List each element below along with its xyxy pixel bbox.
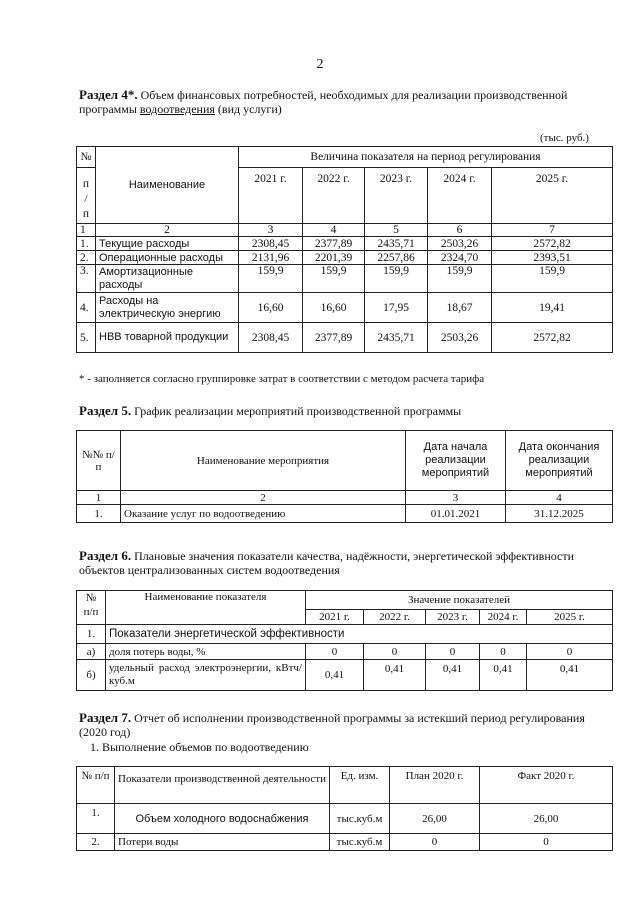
index-cell: 1: [77, 491, 121, 505]
col-header-end: Дата окончания реализации мероприятий: [506, 431, 613, 491]
row-value: 159,9: [365, 265, 428, 293]
row-start: 01.01.2021: [406, 505, 506, 523]
row-name: Текущие расходы: [96, 237, 239, 251]
table-row: [77, 660, 613, 691]
year-header: 2025 г.: [492, 168, 613, 224]
row-no: 1.: [77, 505, 121, 523]
year-header: 2023 г.: [365, 168, 428, 224]
row-value: 159,9: [239, 265, 303, 293]
col-header-no-sub: п / п: [77, 168, 96, 224]
year-header: 2022 г.: [303, 168, 365, 224]
row-name: Операционные расходы: [96, 251, 239, 265]
row-plan: 26,00: [390, 804, 480, 834]
row-value: 2201,39: [303, 251, 365, 265]
col-header-values: Значение показателей: [306, 591, 613, 610]
year-header: 2021 г.: [306, 610, 364, 625]
col-header-no: №: [77, 147, 96, 168]
row-value: 0: [426, 644, 480, 660]
page-number: 2: [316, 57, 324, 72]
row-no: 4.: [77, 293, 96, 323]
row-unit: тыс.куб.м: [330, 834, 390, 851]
col-header-fact: Факт 2020 г.: [480, 767, 613, 804]
table-row: [77, 251, 613, 265]
index-cell: 1: [77, 224, 96, 237]
index-cell: 2: [121, 491, 406, 505]
table-row: [77, 323, 613, 353]
col-header-values: Величина показателя на период регулирования: [239, 147, 613, 168]
row-value: 0,41: [527, 660, 613, 691]
table-row: [77, 644, 613, 660]
row-no: 3.: [77, 265, 96, 293]
section5-table: [76, 430, 613, 523]
table-row: [77, 804, 613, 834]
row-unit: тыс.куб.м: [330, 804, 390, 834]
row-value: 2393,51: [492, 251, 613, 265]
col-header-no: № п/п: [77, 591, 106, 625]
row-value: 19,41: [492, 293, 613, 323]
row-value: 0,41: [364, 660, 426, 691]
row-value: 2308,45: [239, 237, 303, 251]
col-header-start: Дата начала реализации мероприятий: [406, 431, 506, 491]
row-no: а): [77, 644, 106, 660]
row-value: 2377,89: [303, 237, 365, 251]
row-value: 2308,45: [239, 323, 303, 353]
year-header: 2025 г.: [527, 610, 613, 625]
row-value: 2572,82: [492, 237, 613, 251]
year-header: 2023 г.: [426, 610, 480, 625]
col-header-name: Наименование показателя: [106, 591, 306, 625]
row-value: 0: [306, 644, 364, 660]
table-row: [77, 293, 613, 323]
col-header-plan: План 2020 г.: [390, 767, 480, 804]
row-no: 1.: [77, 804, 115, 834]
section6-heading: [79, 549, 609, 577]
row-value: 2257,86: [365, 251, 428, 265]
section6-title-text: Плановые значения показатели качества, надёжности, энергетической эффективности объектов централизованных систем водоотведения: [79, 549, 575, 577]
section4-title-underlined: водоотведения: [139, 102, 215, 116]
row-value: 2503,26: [428, 323, 492, 353]
section7-title-text: Отчет об исполнении производственной программы за истекший период регулирования (2020 год): [79, 711, 585, 739]
row-value: 0: [527, 644, 613, 660]
table-row: [77, 505, 613, 523]
row-value: 2324,70: [428, 251, 492, 265]
row-value: 159,9: [303, 265, 365, 293]
row-value: 16,60: [239, 293, 303, 323]
table-row: [77, 237, 613, 251]
row-fact: 0: [480, 834, 613, 851]
year-header: 2024 г.: [480, 610, 527, 625]
table-row: [77, 834, 613, 851]
section7-table: [76, 766, 613, 851]
row-value: 2435,71: [365, 323, 428, 353]
row-name: доля потерь воды, %: [106, 644, 306, 660]
index-cell: 7: [492, 224, 613, 237]
section6-table: [76, 590, 613, 691]
row-value: 159,9: [428, 265, 492, 293]
row-value: 2131,96: [239, 251, 303, 265]
section4-title-bold: Раздел 4*.: [79, 87, 138, 102]
row-no: 2.: [77, 834, 115, 851]
row-name: Оказание услуг по водоотведению: [121, 505, 406, 523]
row-no: 2.: [77, 251, 96, 265]
section4-title-text: Объем финансовых потребностей, необходимых для реализации производственной программы: [79, 88, 568, 116]
row-value: 0,41: [306, 660, 364, 691]
index-cell: 2: [96, 224, 239, 237]
section7-heading: [79, 711, 609, 739]
row-name: Расходы на электрическую энергию: [96, 293, 239, 323]
year-header: 2021 г.: [239, 168, 303, 224]
row-name: Объем холодного водоснабжения: [115, 804, 330, 834]
section4-heading: [79, 88, 609, 116]
row-group-name: Показатели энергетической эффективности: [106, 625, 613, 644]
row-name: Потери воды: [115, 834, 330, 851]
col-header-no: №№ п/п: [77, 431, 121, 491]
col-header-no: № п/п: [77, 767, 115, 804]
row-no: б): [77, 660, 106, 691]
section5-title-bold: Раздел 5.: [79, 403, 132, 418]
index-cell: 3: [406, 491, 506, 505]
index-cell: 5: [365, 224, 428, 237]
row-fact: 26,00: [480, 804, 613, 834]
section5-title-text: График реализации мероприятий производственной программы: [134, 404, 462, 418]
row-no: 5.: [77, 323, 96, 353]
section6-title-bold: Раздел 6.: [79, 548, 132, 563]
row-value: 16,60: [303, 293, 365, 323]
table-row: [77, 265, 613, 293]
section7-title-bold: Раздел 7.: [79, 710, 132, 725]
section5-heading: [79, 404, 609, 418]
row-value: 17,95: [365, 293, 428, 323]
row-value: 0,41: [426, 660, 480, 691]
year-header: 2022 г.: [364, 610, 426, 625]
row-name: Амортизационные расходы: [96, 265, 239, 293]
index-cell: 6: [428, 224, 492, 237]
section4-title-suffix: (вид услуги): [217, 102, 282, 116]
row-value: 18,67: [428, 293, 492, 323]
row-name: удельный расход электроэнергии, кВтч/куб.м: [106, 660, 306, 691]
index-cell: 4: [506, 491, 613, 505]
row-value: 0: [364, 644, 426, 660]
row-value: 2435,71: [365, 237, 428, 251]
row-plan: 0: [390, 834, 480, 851]
row-name: НВВ товарной продукции: [96, 323, 239, 353]
row-value: 159,9: [492, 265, 613, 293]
year-header: 2024 г.: [428, 168, 492, 224]
row-no: 1.: [77, 237, 96, 251]
row-value: 2503,26: [428, 237, 492, 251]
col-header-name: Наименование: [96, 147, 239, 224]
section4-unit: (тыс. руб.): [540, 132, 589, 144]
col-header-name: Показатели производственной деятельности: [115, 767, 330, 804]
col-header-unit: Ед. изм.: [330, 767, 390, 804]
row-value: 0,41: [480, 660, 527, 691]
section4-footnote: * - заполняется согласно группировке затрат в соответствии с методом расчета тарифа: [79, 373, 485, 385]
index-cell: 3: [239, 224, 303, 237]
row-end: 31.12.2025: [506, 505, 613, 523]
section4-table: [76, 146, 613, 353]
col-header-name: Наименование мероприятия: [121, 431, 406, 491]
row-value: 2377,89: [303, 323, 365, 353]
row-no: 1.: [77, 625, 106, 644]
row-value: 2572,82: [492, 323, 613, 353]
row-value: 0: [480, 644, 527, 660]
table-row: [77, 625, 613, 644]
section7-subtitle: 1. Выполнение объемов по водоотведению: [90, 740, 309, 754]
index-cell: 4: [303, 224, 365, 237]
